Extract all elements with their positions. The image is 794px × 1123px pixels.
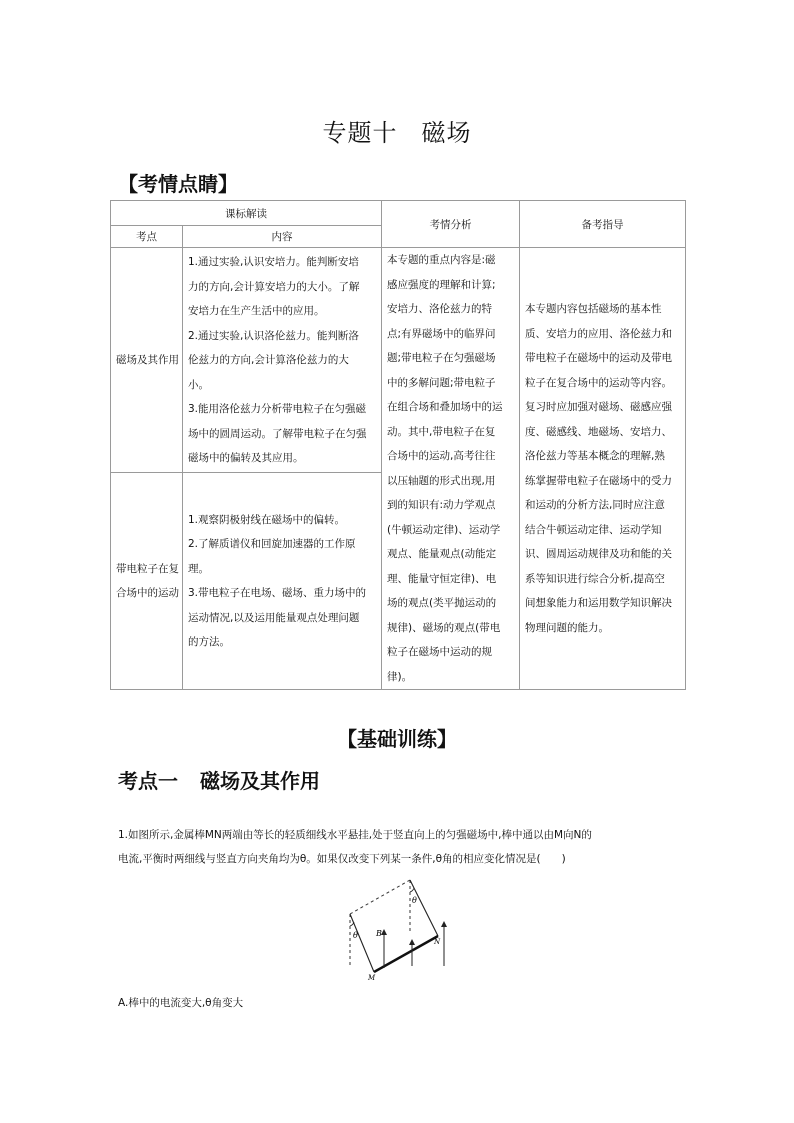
- label-theta-right: θ: [412, 896, 417, 905]
- row1-kaodian: 磁场及其作用: [111, 248, 183, 473]
- angle-arc-right: [410, 888, 414, 892]
- header-kebiao: 课标解读: [111, 201, 382, 226]
- row1-neirong-text: 1.通过实验,认识安培力。能判断安培 力的方向,会计算安培力的大小。了解 安培力在生产生活中的应用。 2.通过实验,认识洛伦兹力。能判断洛 伦兹力的方向,会计算洛伦兹力的大 小。 3.能用洛伦兹力分析带电粒子在匀强磁 场中的圆周运动。了解带电粒子在匀强 磁场中的偏转及其应用。: [188, 256, 367, 464]
- label-b: B: [376, 929, 382, 938]
- header-neirong: 内容: [183, 226, 382, 248]
- row2-neirong: [183, 473, 382, 690]
- plane-top-edge: [350, 880, 410, 914]
- header-beikao-zhidao: 备考指导: [520, 201, 686, 248]
- option-a: A.棒中的电流变大,θ角变大: [118, 997, 244, 1009]
- row2-kaodian: 带电粒子在复合场中的运动: [111, 473, 183, 690]
- kaoqing-fenxi-text: 本专题的重点内容是:磁 感应强度的理解和计算; 安培力、洛伦兹力的特 点;有界磁场中的临界问 题;带电粒子在匀强磁场 中的多解问题;带电粒子 在组合场和叠加场中的运 动。其中,带电粒子在复 合场中的运动,高考往往 以压轴题的形式出现,用 到的知识有:动力学观点 (牛顿运动定律)、运动学 观点、能量观点(动能定 理、能量守恒定律)、电 场的观点(类平抛运动的 规律)、磁场的观点(带电 粒子在磁场中运动的规 律)。: [387, 254, 503, 683]
- row1-neirong: [183, 248, 382, 473]
- header-kaodian: 考点: [111, 226, 183, 248]
- header-kaoqing-fenxi: 考情分析: [382, 201, 520, 248]
- beikao-zhidao-text: 本专题内容包括磁场的基本性 质、安培力的应用、洛伦兹力和 带电粒子在磁场中的运动及带电 粒子在复合场中的运动等内容。 复习时应加强对磁场、磁感应强 度、磁感线、地磁场、安培力、 洛伦兹力等基本概念的理解,熟 练掌握带电粒子在磁场中的受力 和运动的分析方法,同时应注意 结合牛顿运动定律、运动学知 识、圆周运动规律及功和能的关 系等知识进行综合分析,提高空 间想象能力和运用数学知识解决 物理问题的能力。: [525, 303, 672, 634]
- beikao-zhidao-cell: [520, 248, 686, 690]
- angle-arc-left: [350, 922, 354, 926]
- label-n: N: [434, 938, 441, 946]
- label-theta-left: θ: [353, 931, 358, 940]
- exam-analysis-table: [110, 200, 686, 690]
- rod-in-field-figure: [338, 872, 458, 984]
- question-1: 1.如图所示,金属棒MN两端由等长的轻质细线水平悬挂,处于竖直向上的匀强磁场中,棒中通以由M向N的 电流,平衡时两细线与竖直方向夹角均为θ。如果仅改变下列某一条件,θ角的相应变化情况是( ): [118, 829, 592, 865]
- kaodian-heading: 考点一 磁场及其作用: [118, 769, 320, 793]
- row2-neirong-text: 1.观察阴极射线在磁场中的偏转。 2.了解质谱仪和回旋加速器的工作原 理。 3.带电粒子在电场、磁场、重力场中的 运动情况,以及运用能量观点处理问题 的方法。: [188, 513, 367, 649]
- section-heading-kaoqing: 【考情点睛】: [118, 172, 238, 196]
- section-heading-jichu: 【基础训练】: [337, 727, 457, 751]
- page-title: 专题十 磁场: [322, 119, 472, 147]
- label-m: M: [368, 974, 376, 982]
- kaoqing-fenxi-cell: [382, 248, 520, 690]
